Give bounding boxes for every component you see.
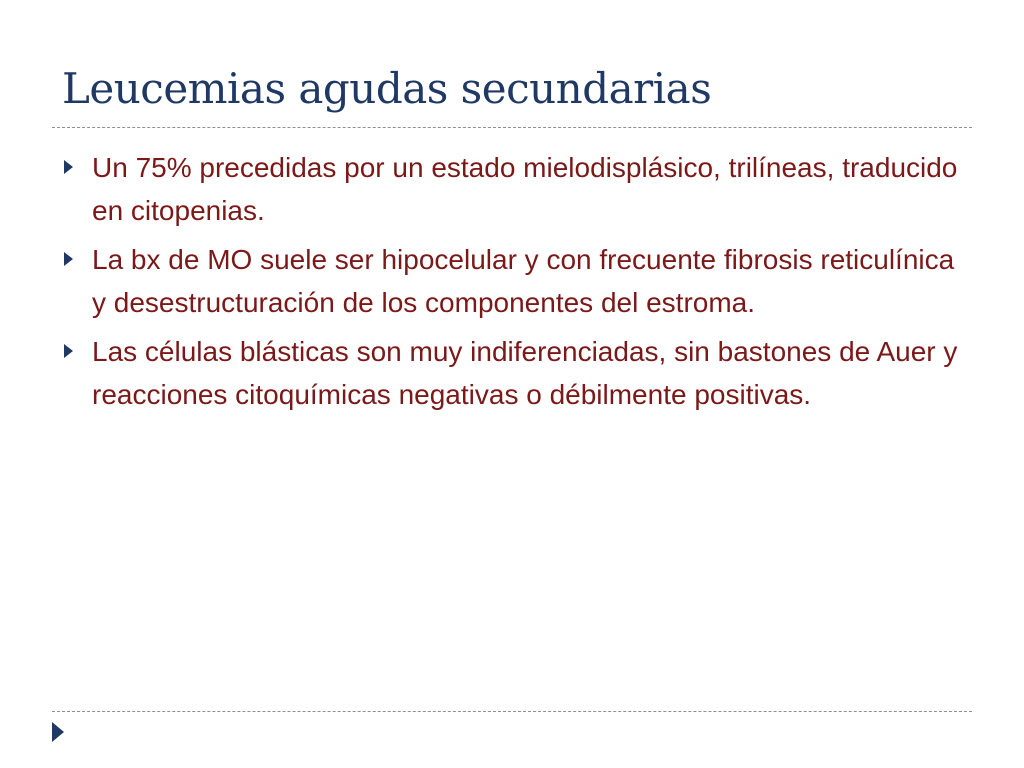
triangle-right-icon <box>64 252 73 266</box>
bullet-text: Un 75% precedidas por un estado mielodisplásico, trilíneas, traducido en citopenias. <box>92 152 958 226</box>
bullet-text: Las células blásticas son muy indiferenciadas, sin bastones de Auer y reacciones citoquímicas negativas o débilmente positivas. <box>92 336 958 410</box>
slide-title: Leucemias agudas secundarias <box>62 64 712 113</box>
bullet-item <box>62 330 972 416</box>
title-divider <box>52 127 972 128</box>
bullet-list <box>62 146 972 422</box>
triangle-right-icon <box>64 344 73 358</box>
play-arrow-icon[interactable] <box>52 722 64 742</box>
bullet-item <box>62 238 972 324</box>
footer-divider <box>52 711 972 712</box>
bullet-item <box>62 146 972 232</box>
bullet-text: La bx de MO suele ser hipocelular y con frecuente fibrosis reticulínica y desestructuración de los componentes del estroma. <box>92 244 955 318</box>
triangle-right-icon <box>64 160 73 174</box>
